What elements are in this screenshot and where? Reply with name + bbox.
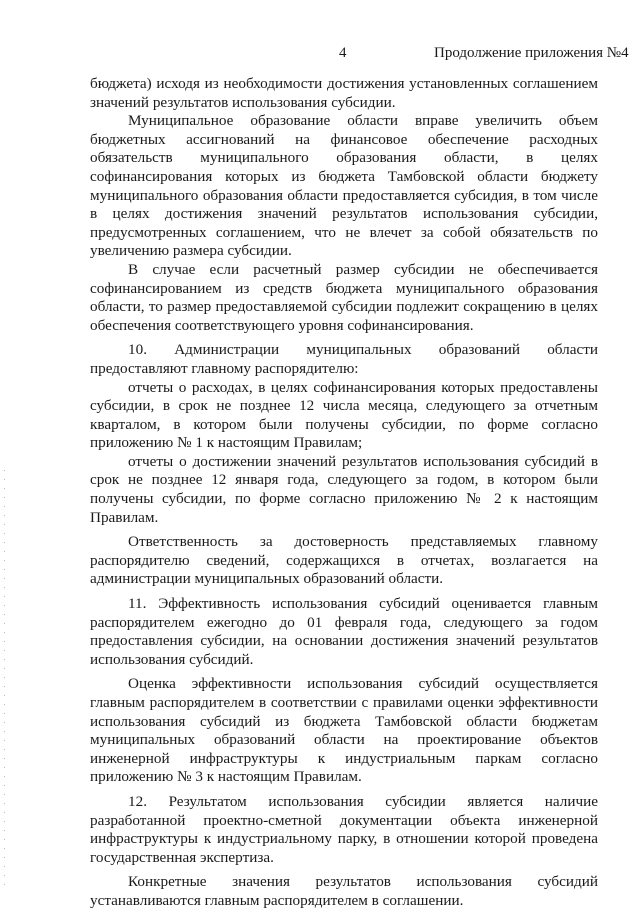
- appendix-label: Продолжение приложения №4: [434, 45, 629, 61]
- scan-margin-dots: [4, 470, 5, 890]
- document-body: [90, 75, 598, 911]
- paragraph-specific-values: Конкретные значения результатов использования субсидий устанавливаются главным распорядителем в соглашении.: [90, 873, 598, 909]
- paragraph-results-reports: отчеты о достижении значений результатов использования субсидий в срок не позднее 12 января года, следующего за годом, в котором были получены субсидии, по форме согласно приложению № 2 к настоящим Правилам.: [90, 452, 598, 526]
- paragraph-expense-reports: отчеты о расходах, в целях софинансирования которых предоставлены субсидии, в срок не позднее 12 числа месяца, следующего за отчетным кварталом, в котором были получены субсидии, по форме согласно приложению № 1 к настоящим Правилам;: [90, 378, 598, 452]
- paragraph-item-11: 11. Эффективность использования субсидий оценивается главным распорядителем ежегодно до 01 февраля года, следующего за годом предоставления субсидии, на основании достижения значений результатов использования субсидий.: [90, 595, 598, 668]
- paragraph-subsidy-reduction: В случае если расчетный размер субсидии не обеспечивается софинансированием из средств бюджета муниципального образования области, то размер предоставляемой субсидии подлежит сокращению в целях обеспечения соответствующего уровня софинансирования.: [90, 260, 598, 334]
- paragraph-municipal-increase: Муниципальное образование области вправе увеличить объем бюджетных ассигнований на финансовое обеспечение расходных обязательств муниципального образования области, в целях софинансирования которых из бюджета Тамбовской области бюджету муниципального образования области предоставляется субсидия, в том числе в целях достижения значений результатов использования субсидии, предусмотренных соглашением, что не влечет за собой обязательств по увеличению размера субсидии.: [90, 112, 598, 260]
- paragraph-continuation: бюджета) исходя из необходимости достижения установленных соглашением значений результатов использования субсидии.: [90, 75, 598, 111]
- paragraph-efficiency-evaluation: Оценка эффективности использования субсидий осуществляется главным распорядителем в соответствии с правилами оценки эффективности использования субсидий из бюджета Тамбовской области бюджетам муниципальных образований области на проектирование объектов инженерной инфраструктуры к индустриальным паркам согласно приложению № 3 к настоящим Правилам.: [90, 675, 598, 786]
- paragraph-responsibility: Ответственность за достоверность представляемых главному распорядителю сведений, содержащихся в отчетах, возлагается на администрации муниципальных образований области.: [90, 533, 598, 588]
- page-number: 4: [339, 45, 347, 61]
- paragraph-item-12: 12. Результатом использования субсидии является наличие разработанной проектно-сметной документации объекта инженерной инфраструктуры к индустриальному парку, в отношении которой проведена государственная экспертиза.: [90, 792, 598, 866]
- paragraph-item-10: 10. Администрации муниципальных образований области предоставляют главному распорядителю:: [90, 341, 598, 377]
- page-header: [0, 44, 640, 64]
